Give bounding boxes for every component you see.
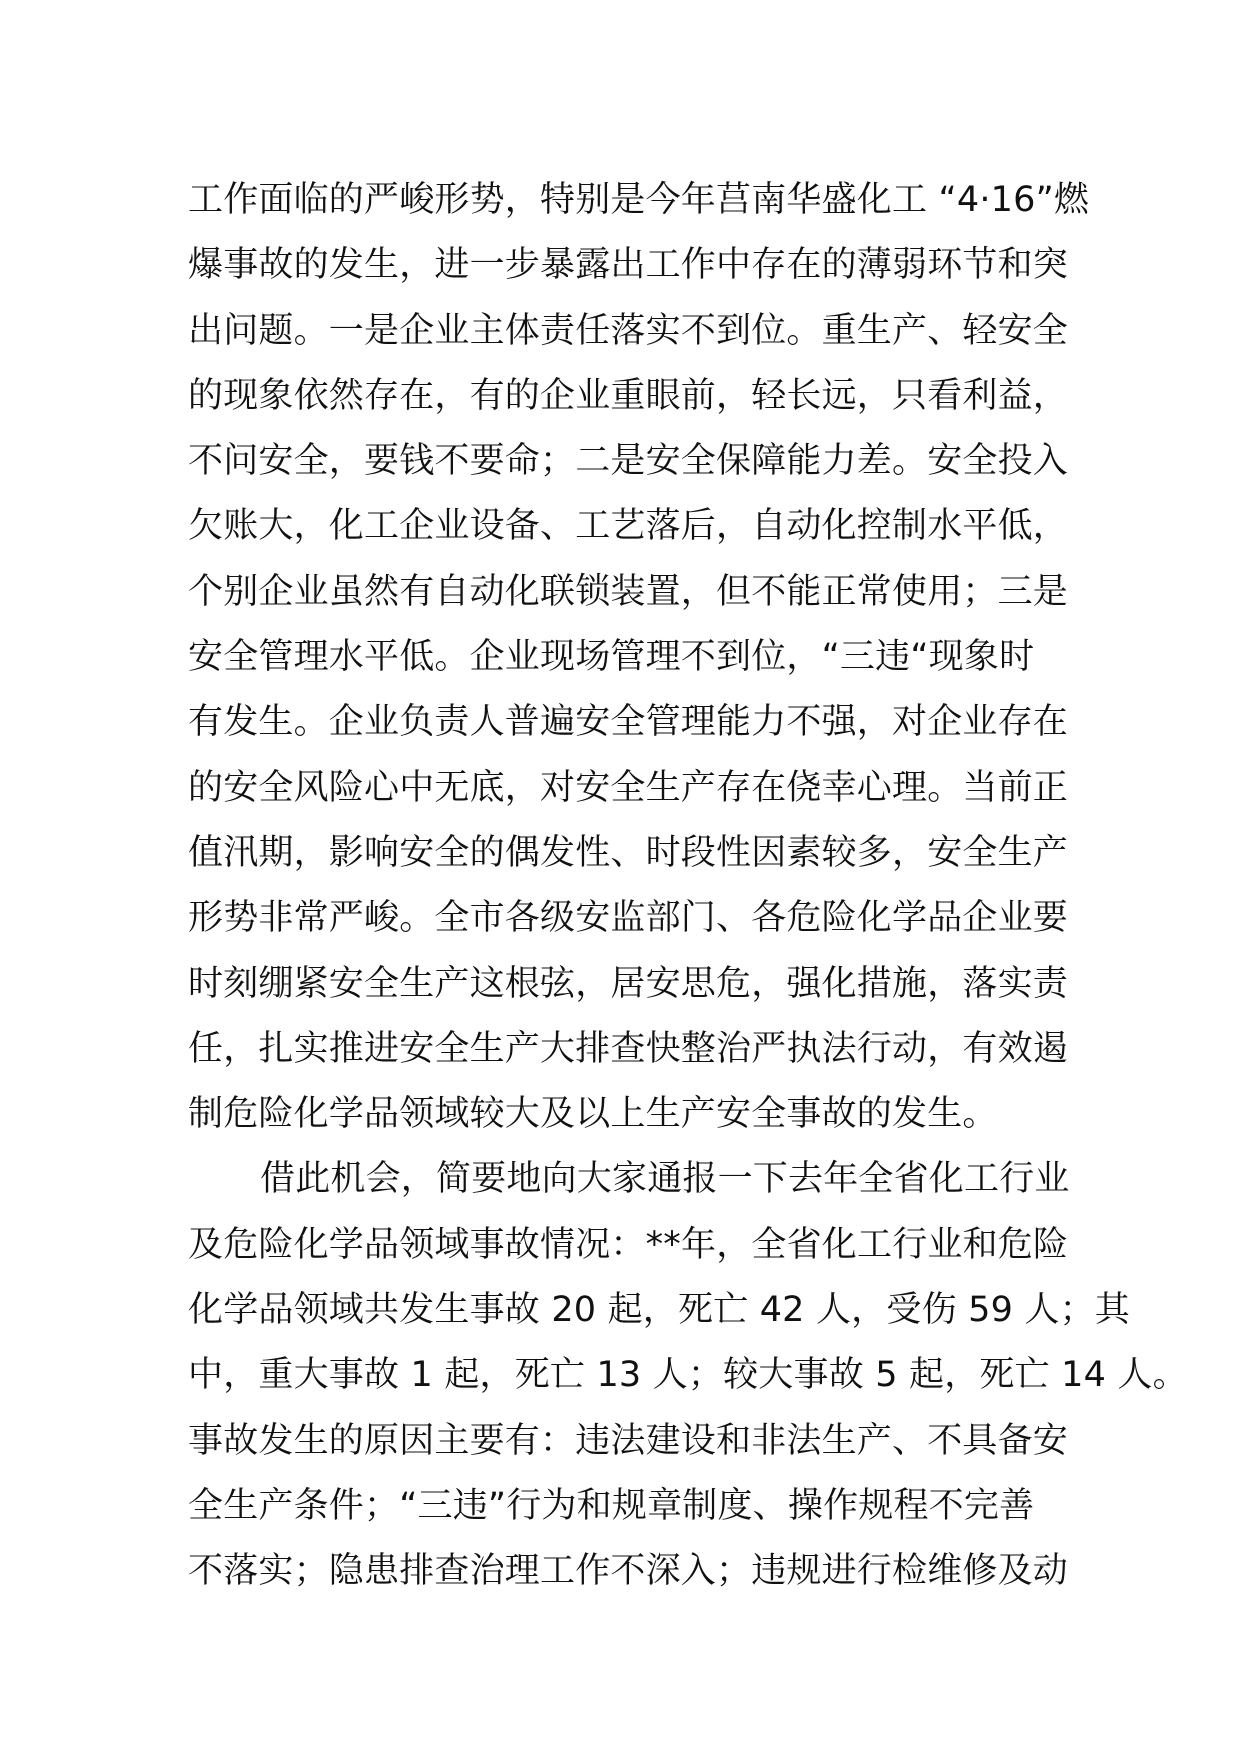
text-line: 不问安全，要钱不要命；二是安全保障能力差。安全投入 [188, 441, 1069, 482]
text-line: 化学品领域共发生事故 20 起，死亡 42 人，受伤 59 人；其 [188, 1290, 1130, 1331]
text-line: 事故发生的原因主要有：违法建设和非法生产、不具备安 [188, 1420, 1069, 1461]
text-line: 时刻绷紧安全生产这根弦，居安思危，强化措施，落实责 [188, 963, 1069, 1004]
text-line: 值汛期，影响安全的偶发性、时段性因素较多，安全生产 [188, 832, 1069, 873]
text-line: 工作面临的严峻形势，特别是今年莒南华盛化工 “4·16”燃 [188, 180, 1090, 220]
text-line: 形势非常严峻。全市各级安监部门、各危险化学品企业要 [188, 898, 1069, 939]
text-line: 全生产条件；“三违”行为和规章制度、操作规程不完善 [188, 1485, 1035, 1526]
text-line: 制危险化学品领域较大及以上生产安全事故的发生。 [188, 1094, 998, 1135]
text-line: 的现象依然存在，有的企业重眼前，轻长远，只看利益， [188, 375, 1069, 416]
text-line: 个别企业虽然有自动化联锁装置，但不能正常使用；三是 [188, 571, 1069, 612]
text-line: 任，扎实推进安全生产大排查快整治严执法行动，有效遏 [188, 1028, 1069, 1069]
text-line: 不落实；隐患排查治理工作不深入；违规进行检维修及动 [188, 1551, 1069, 1592]
text-line: 的安全风险心中无底，对安全生产存在侥幸心理。当前正 [188, 767, 1069, 808]
body-text [188, 168, 1188, 1605]
text-line: 中，重大事故 1 起，死亡 13 人；较大事故 5 起，死亡 14 人。 [188, 1355, 1188, 1396]
text-line: 安全管理水平低。企业现场管理不到位，“三违“现象时 [188, 637, 1035, 678]
text-line: 及危险化学品领域事故情况：**年，全省化工行业和危险 [188, 1224, 1069, 1265]
paragraph-start-line: 借此机会，简要地向大家通报一下去年全省化工行业 [260, 1159, 1070, 1200]
text-line: 有发生。企业负责人普遍安全管理能力不强，对企业存在 [188, 702, 1069, 743]
text-line: 欠账大，化工企业设备、工艺落后，自动化控制水平低， [188, 506, 1069, 547]
text-line: 出问题。一是企业主体责任落实不到位。重生产、轻安全 [188, 310, 1069, 351]
text-line: 爆事故的发生，进一步暴露出工作中存在的薄弱环节和突 [188, 245, 1069, 286]
